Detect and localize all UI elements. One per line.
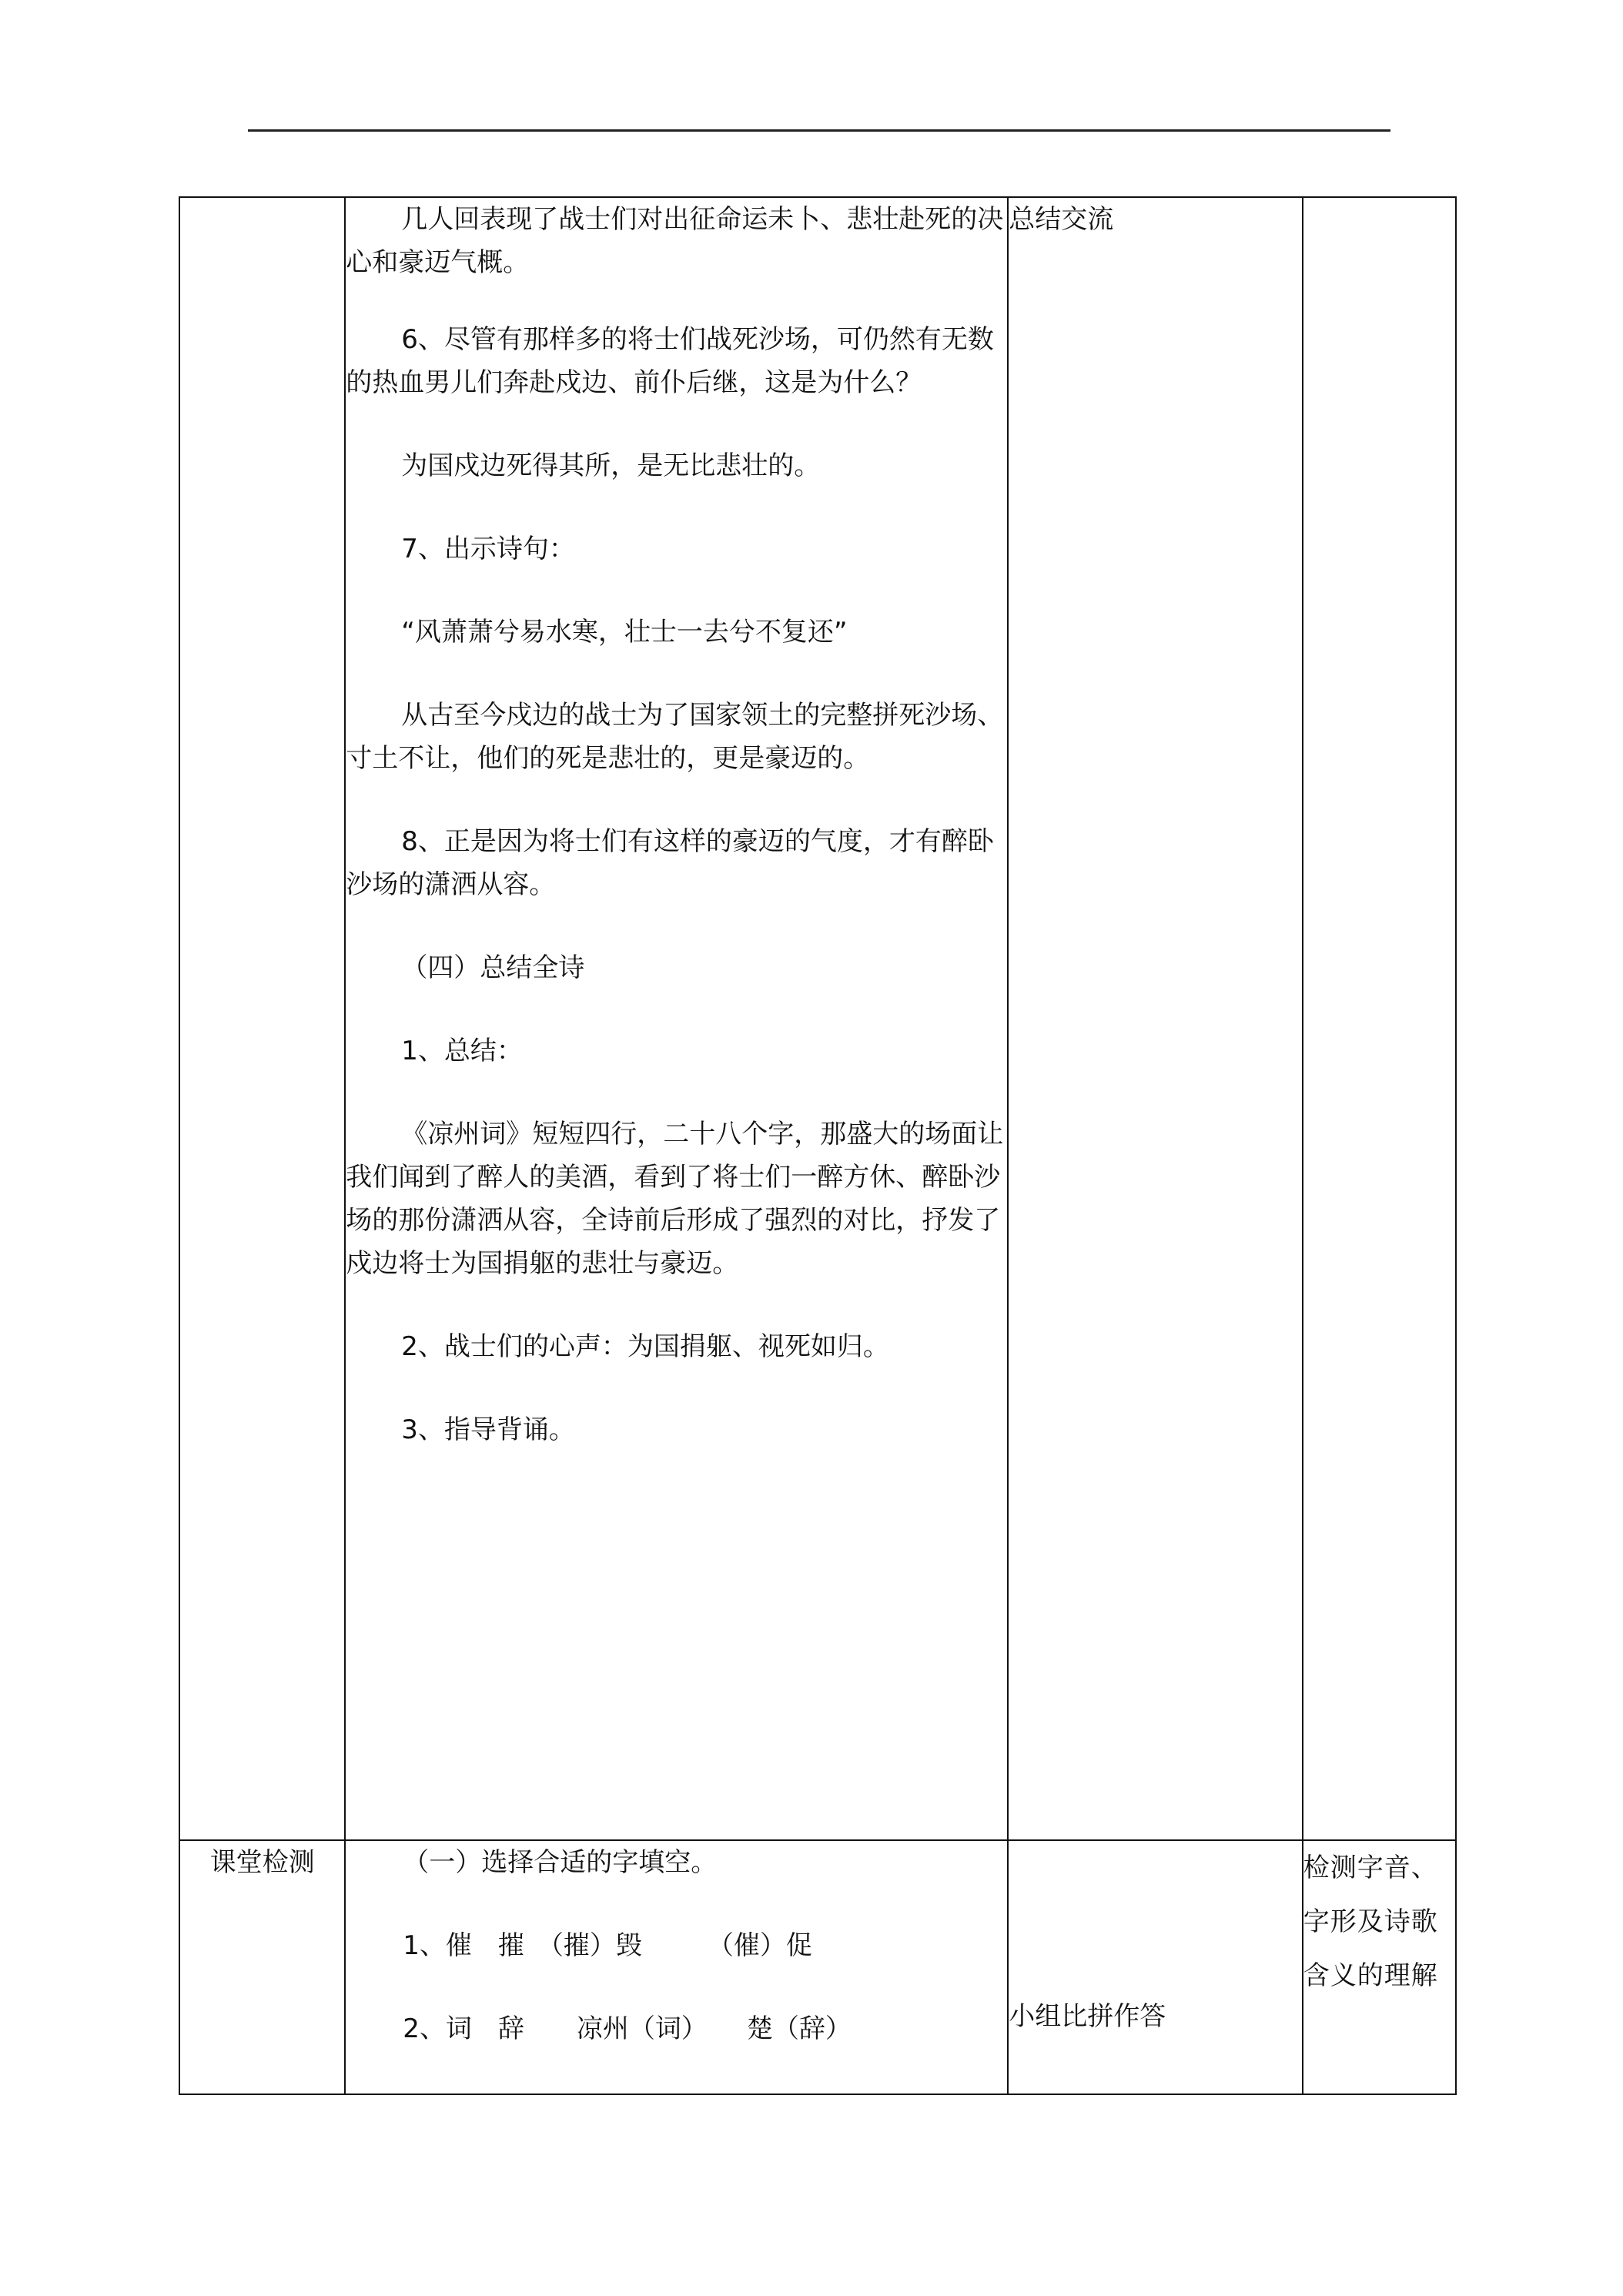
design-intent-cell <box>1303 197 1456 1840</box>
student-activity: 小组比拼作答 <box>1009 2001 1166 2032</box>
paragraph: 为国戍边死得其所，是无比悲壮的。 <box>401 450 821 481</box>
poem-quote: “风萧萧兮易水寒，壮士一去兮不复还” <box>401 617 848 648</box>
paragraph: 8、正是因为将士们有这样的豪迈的气度，才有醉卧沙场的潇洒从容。 <box>346 826 994 900</box>
stage-cell <box>179 1840 345 2094</box>
table-row <box>179 1840 1456 2094</box>
paragraph: 6、尽管有那样多的将士们战死沙场，可仍然有无数的热血男儿们奔赴戍边、前仆后继，这是为什么？ <box>346 324 994 398</box>
header-rule <box>248 129 1390 132</box>
exercise-line: 2、词 辞 凉州（词） 楚（辞） <box>403 2013 852 2044</box>
paragraph: 7、出示诗句： <box>401 534 575 564</box>
lesson-table <box>179 196 1457 2095</box>
student-activity-cell <box>1008 197 1302 1840</box>
design-intent-cell <box>1303 1840 1456 2094</box>
exercise-line: 1、催 摧 （摧）毁 （催）促 <box>403 1930 812 1961</box>
teacher-activity-cell <box>345 197 1008 1840</box>
design-intent: 检测字音、字形及诗歌含义的理解 <box>1303 1853 1438 1991</box>
paragraph: 《凉州词》短短四行，二十八个字，那盛大的场面让我们闻到了醉人的美酒，看到了将士们一醉方休、醉卧沙场的那份潇洒从容，全诗前后形成了强烈的对比，抒发了戍边将士为国捐躯的悲壮与豪迈。 <box>346 1119 1004 1279</box>
stage-label: 课堂检测 <box>209 1847 315 1878</box>
stage-cell <box>179 197 345 1840</box>
paragraph: 几人回表现了战士们对出征命运未卜、悲壮赴死的决心和豪迈气概。 <box>346 204 1004 278</box>
student-activity-cell <box>1008 1840 1302 2094</box>
teacher-activity-cell <box>345 1840 1008 2094</box>
student-activity: 总结交流 <box>1009 204 1114 235</box>
exercise-heading: （一）选择合适的字填空。 <box>403 1847 718 1878</box>
section-heading: （四）总结全诗 <box>401 952 585 983</box>
table-row <box>179 197 1456 1840</box>
paragraph: 从古至今戍边的战士为了国家领土的完整拼死沙场、寸土不让，他们的死是悲壮的，更是豪迈的。 <box>346 700 1004 774</box>
paragraph: 1、总结： <box>401 1036 523 1066</box>
paragraph: 2、战士们的心声：为国捐躯、视死如归。 <box>401 1331 889 1362</box>
paragraph: 3、指导背诵。 <box>401 1414 575 1445</box>
